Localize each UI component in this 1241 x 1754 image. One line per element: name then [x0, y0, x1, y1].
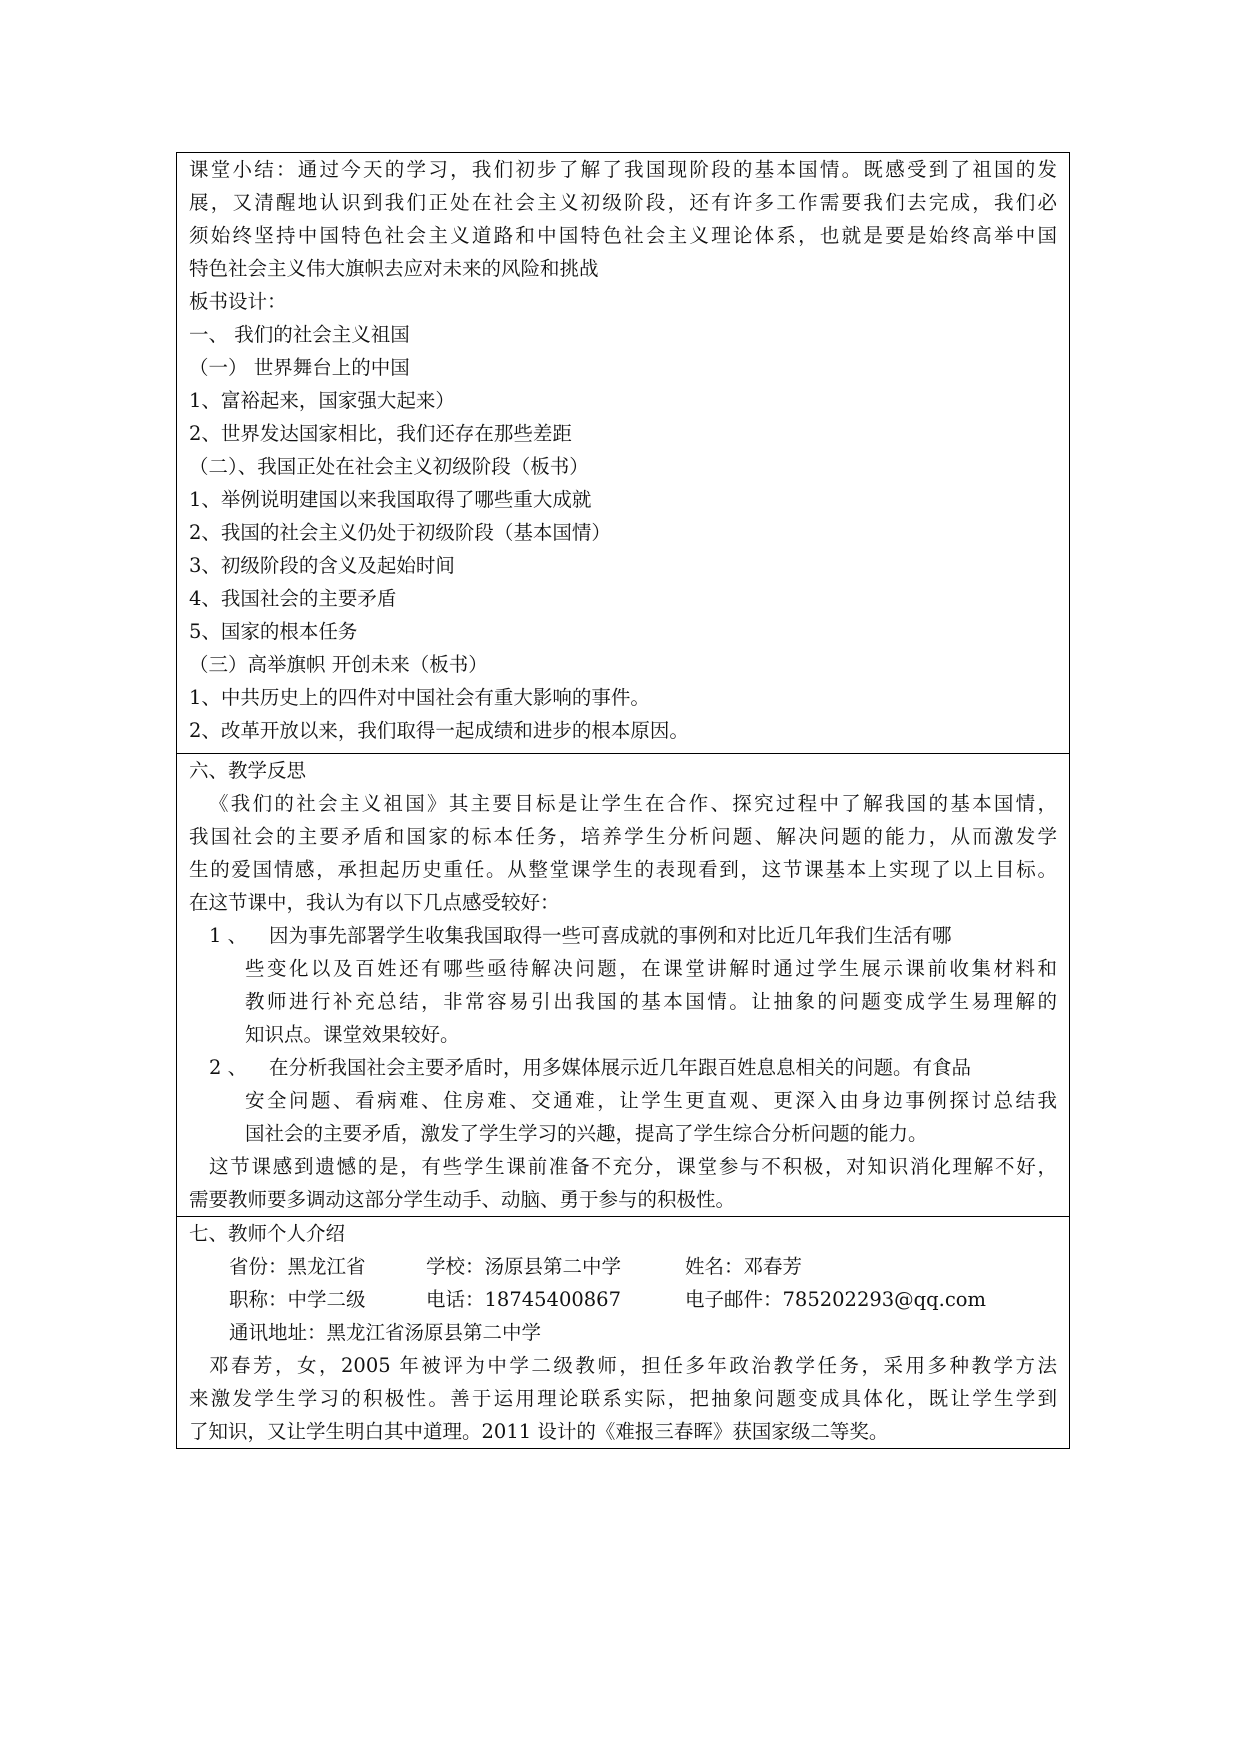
reflection-row: [177, 754, 1070, 1217]
point-text: 因为事先部署学生收集我国取得一些可喜成就的事例和对比近几年我们生活有哪: [269, 924, 952, 947]
teacher-school: 学校：汤原县第二中学: [426, 1255, 622, 1278]
reflection-line: 《我们的社会主义祖国》其主要目标是让学生在合作、探究过程中了解我国的基本国情，: [209, 792, 1057, 815]
summary-cell: [177, 153, 1070, 754]
summary-line: 须始终坚持中国特色社会主义道路和中国特色社会主义理论体系，也就是要是始终高举中国: [189, 224, 1057, 247]
teacher-name: 姓名：邓春芳: [685, 1255, 803, 1278]
teacher-heading: 七、教师个人介绍: [189, 1222, 346, 1245]
teacher-bio-line: 邓春芳，女，2005 年被评为中学二级教师，担任多年政治教学任务，采用多种教学方法: [209, 1354, 1057, 1377]
reflection-cell: [177, 754, 1070, 1217]
teacher-info-row: [189, 1250, 1057, 1283]
reflection-heading: 六、教学反思: [189, 759, 307, 782]
teacher-bio-line: 来激发学生学习的积极性。善于运用理论联系实际，把抽象问题变成具体化，既让学生学到: [189, 1387, 1057, 1410]
point-number: 2 、: [209, 1056, 248, 1079]
reflection-line: 生的爱国情感，承担起历史重任。从整堂课学生的表现看到，这节课基本上实现了以上目标。: [189, 858, 1057, 881]
point-number: 1 、: [209, 924, 248, 947]
board-title: 板书设计：: [189, 290, 287, 313]
summary-row: [177, 153, 1070, 754]
board-item: 1、中共历史上的四件对中国社会有重大影响的事件。: [189, 686, 650, 709]
teacher-email: 电子邮件：785202293@qq.com: [685, 1288, 986, 1311]
teacher-row: [177, 1217, 1070, 1449]
reflection-line: 在这节课中，我认为有以下几点感受较好：: [189, 891, 560, 914]
board-item: （三）高举旗帜 开创未来（板书）: [189, 653, 488, 676]
summary-line: 课堂小结：通过今天的学习，我们初步了解了我国现阶段的基本国情。既感受到了祖国的发: [189, 158, 1057, 181]
board-item: （二）、我国正处在社会主义初级阶段（板书）: [189, 455, 589, 478]
teacher-title: 职称：中学二级: [229, 1288, 366, 1311]
reflection-line: 这节课感到遗憾的是，有些学生课前准备不充分，课堂参与不积极，对知识消化理解不好，: [209, 1155, 1057, 1178]
board-item: 一、 我们的社会主义祖国: [189, 323, 410, 346]
summary-line: 特色社会主义伟大旗帜去应对未来的风险和挑战: [189, 257, 599, 280]
board-item: 4、我国社会的主要矛盾: [189, 587, 397, 610]
board-item: 1、富裕起来，国家强大起来）: [189, 389, 455, 412]
point-text: 在分析我国社会主要矛盾时，用多媒体展示近几年跟百姓息息相关的问题。有食品: [269, 1056, 972, 1079]
reflection-line: 安全问题、看病难、住房难、交通难，让学生更直观、更深入由身边事例探讨总结我: [245, 1089, 1057, 1112]
reflection-line: 些变化以及百姓还有哪些亟待解决问题，在课堂讲解时通过学生展示课前收集材料和: [245, 957, 1057, 980]
lesson-plan-table: [176, 152, 1070, 1449]
summary-line: 展，又清醒地认识到我们正处在社会主义初级阶段，还有许多工作需要我们去完成，我们必: [189, 191, 1057, 214]
teacher-bio-line: 了知识，又让学生明白其中道理。2011 设计的《难报三春晖》获国家级二等奖。: [189, 1420, 889, 1443]
board-item: 5、国家的根本任务: [189, 620, 358, 643]
teacher-info-row: [189, 1283, 1057, 1316]
reflection-point-2: [189, 1051, 1057, 1084]
board-item: 2、改革开放以来，我们取得一起成绩和进步的根本原因。: [189, 719, 689, 742]
reflection-point-1: [189, 919, 1057, 952]
board-item: 2、我国的社会主义仍处于初级阶段（基本国情）: [189, 521, 611, 544]
reflection-line: 我国社会的主要矛盾和国家的标本任务，培养学生分析问题、解决问题的能力，从而激发学: [189, 825, 1057, 848]
reflection-line: 知识点。课堂效果较好。: [245, 1023, 460, 1046]
board-item: 2、世界发达国家相比，我们还存在那些差距: [189, 422, 572, 445]
teacher-address: 通讯地址：黑龙江省汤原县第二中学: [229, 1321, 542, 1344]
reflection-line: 国社会的主要矛盾，激发了学生学习的兴趣，提高了学生综合分析问题的能力。: [245, 1122, 928, 1145]
teacher-province: 省份：黑龙江省: [229, 1255, 366, 1278]
reflection-line: 需要教师要多调动这部分学生动手、动脑、勇于参与的积极性。: [189, 1188, 736, 1211]
board-item: （一） 世界舞台上的中国: [189, 356, 410, 379]
teacher-phone: 电话：18745400867: [426, 1288, 621, 1311]
board-item: 3、初级阶段的含义及起始时间: [189, 554, 455, 577]
reflection-line: 教师进行补充总结，非常容易引出我国的基本国情。让抽象的问题变成学生易理解的: [245, 990, 1057, 1013]
teacher-info-row: [189, 1316, 1057, 1349]
board-item: 1、举例说明建国以来我国取得了哪些重大成就: [189, 488, 592, 511]
teacher-cell: [177, 1217, 1070, 1449]
